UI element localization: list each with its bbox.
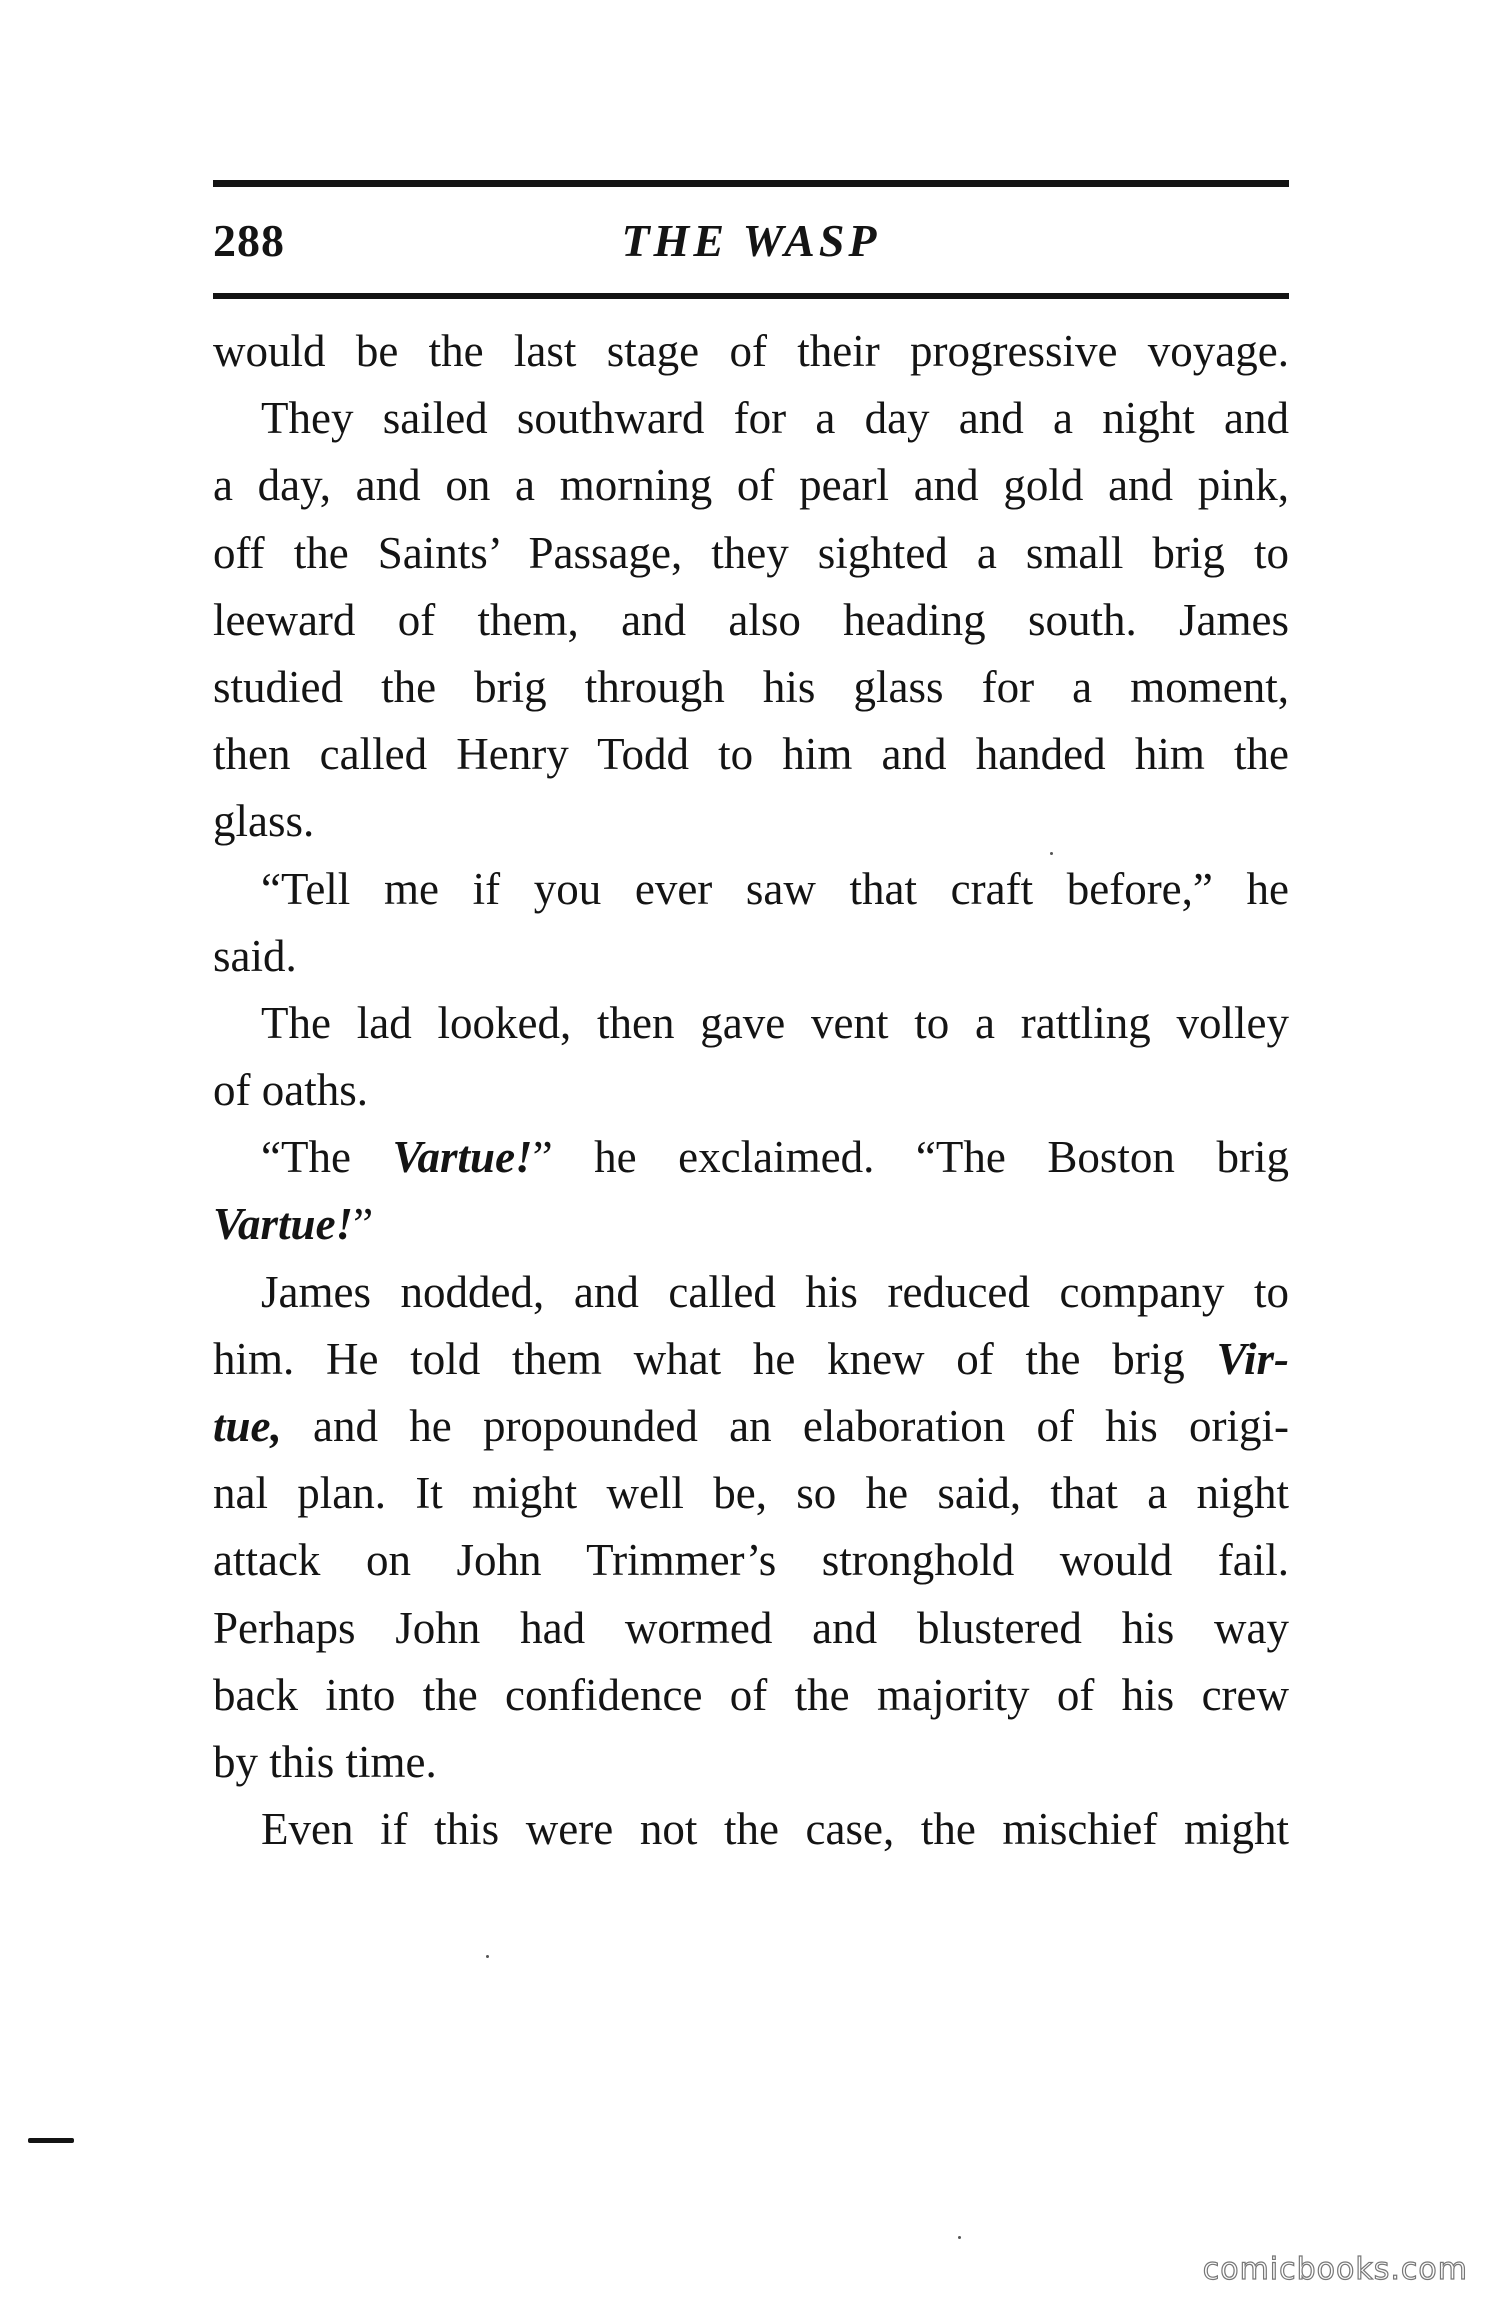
text-line: said. (213, 930, 297, 981)
text-line: by this time. (213, 1736, 437, 1787)
text-line: Vartue!” (213, 1199, 374, 1250)
text-line: back into the confidence of the majority of his crew (213, 1669, 1289, 1720)
text-line: The lad looked, then gave vent to a rattling volley (261, 997, 1289, 1048)
text-line: glass. (213, 796, 315, 847)
header-top-rule (213, 180, 1289, 187)
body-text (213, 318, 1289, 1863)
text-line: attack on John Trimmer’s stronghold would fail. (213, 1535, 1289, 1586)
ship-name-italic: tue, (213, 1401, 282, 1451)
ship-name-italic: Vir- (1216, 1333, 1289, 1384)
text-line: Perhaps John had wormed and blustered his way (213, 1602, 1289, 1653)
text-line: of oaths. (213, 1065, 368, 1116)
text-line: They sailed southward for a day and a night and (261, 393, 1289, 444)
text-line: nal plan. It might well be, so he said, that a night (213, 1468, 1289, 1519)
page-number: 288 (213, 215, 285, 266)
ink-speck (958, 2236, 961, 2239)
margin-dash-mark (28, 2138, 74, 2143)
text-line: a day, and on a morning of pearl and gold and pink, (213, 460, 1289, 511)
text-line: tue, and he propounded an elaboration of his origi- (213, 1401, 1289, 1451)
page-header (213, 208, 1289, 274)
ship-name-italic: Vartue! (213, 1199, 354, 1250)
text-line: him. He told them what he knew of the brig Vir- (213, 1333, 1289, 1384)
text-line: studied the brig through his glass for a moment, (213, 661, 1289, 712)
text-line: James nodded, and called his reduced company to (261, 1266, 1289, 1317)
ink-speck (486, 1955, 489, 1958)
text-line: Even if this were not the case, the mischief might (261, 1804, 1289, 1855)
text-line: leeward of them, and also heading south. James (213, 594, 1289, 645)
text-line: then called Henry Todd to him and handed him the (213, 729, 1289, 780)
watermark: comicbooks.com (1202, 2252, 1468, 2287)
text-line: would be the last stage of their progressive voyage. (213, 326, 1289, 376)
text-line: “Tell me if you ever saw that craft before,” he (261, 863, 1289, 914)
ink-speck (1050, 852, 1053, 855)
text-line: off the Saints’ Passage, they sighted a small brig to (213, 527, 1289, 578)
header-bottom-rule (213, 293, 1289, 299)
text-line: “The Vartue!” he exclaimed. “The Boston brig (261, 1132, 1289, 1183)
running-title: THE WASP (621, 215, 881, 266)
ship-name-italic: Vartue! (392, 1132, 533, 1183)
